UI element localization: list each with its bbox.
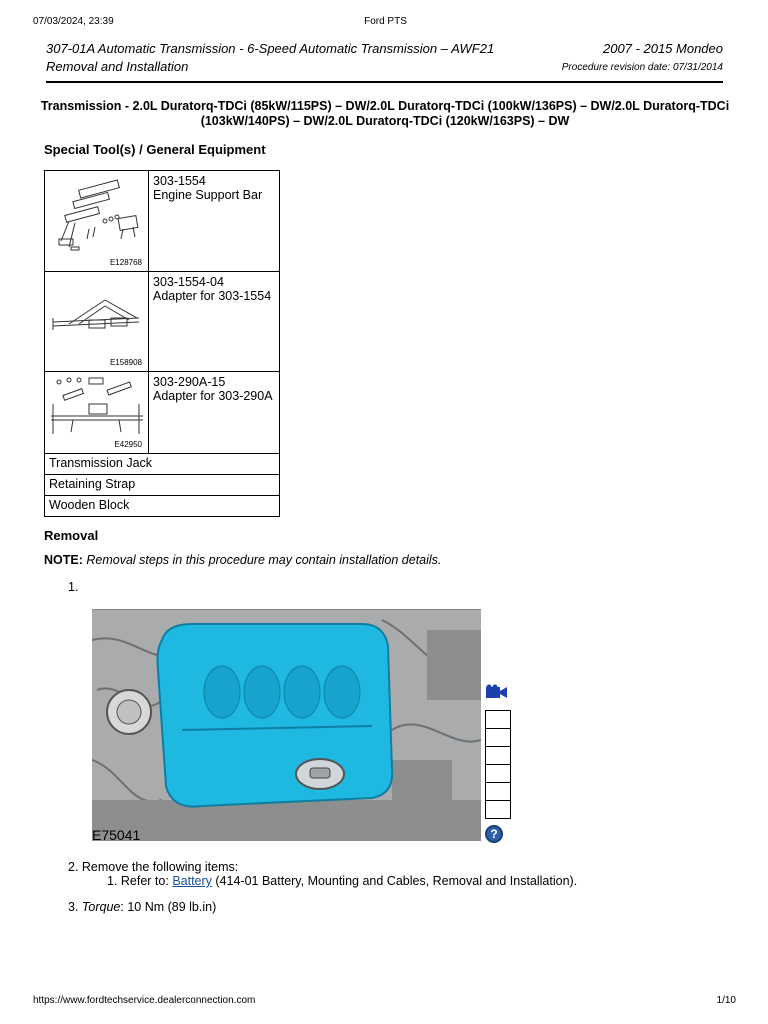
document-header xyxy=(46,41,723,83)
equipment-retaining-strap: Retaining Strap xyxy=(45,475,280,496)
procedure-type: Removal and Installation xyxy=(46,59,189,74)
figure-tools-panel xyxy=(485,684,511,843)
tool-description xyxy=(149,171,280,272)
tool-number: 303-290A-15 xyxy=(153,375,226,389)
tool-figure xyxy=(45,272,149,372)
substep-suffix: (414-01 Battery, Mounting and Cables, Removal and Installation). xyxy=(211,874,578,888)
step-3-number: 3. xyxy=(68,900,82,914)
figure-toggle-box-1[interactable] xyxy=(485,710,511,729)
substep-prefix: 1. Refer to: xyxy=(107,874,173,888)
figure-toggle-box-6[interactable] xyxy=(485,800,511,819)
step-1-number: 1. xyxy=(68,580,79,594)
help-icon[interactable]: ? xyxy=(485,825,503,843)
adapter-kit-illustration xyxy=(49,374,145,436)
tool-name: Adapter for 303-290A xyxy=(153,389,273,403)
figure-toggle-box-4[interactable] xyxy=(485,764,511,783)
engine-support-bar-illustration xyxy=(49,177,145,257)
step-2-substep xyxy=(107,874,577,888)
note-text: Removal steps in this procedure may contain installation details. xyxy=(82,553,442,567)
print-url: https://www.fordtechservice.dealerconnection.com xyxy=(33,995,256,1006)
tool-name: Engine Support Bar xyxy=(153,188,263,202)
photo-figure-code: E75041 xyxy=(92,827,141,843)
equipment-row xyxy=(45,454,280,475)
figure-toggle-box-2[interactable] xyxy=(485,728,511,747)
tool-row xyxy=(45,272,280,372)
battery-link[interactable]: Battery xyxy=(172,874,212,888)
tool-figure xyxy=(45,372,149,454)
vehicle-model: 2007 - 2015 Mondeo xyxy=(603,41,723,56)
equipment-wooden-block: Wooden Block xyxy=(45,496,280,517)
removal-heading: Removal xyxy=(44,528,99,543)
revision-date: Procedure revision date: 07/31/2014 xyxy=(561,62,723,73)
special-tools-heading: Special Tool(s) / General Equipment xyxy=(44,142,266,157)
tool-figure xyxy=(45,171,149,272)
tool-row xyxy=(45,171,280,272)
note-label: NOTE: xyxy=(44,553,83,567)
tool-description xyxy=(149,372,280,454)
equipment-transmission-jack: Transmission Jack xyxy=(45,454,280,475)
step-3 xyxy=(68,900,216,914)
print-site-title: Ford PTS xyxy=(364,16,407,27)
video-camera-icon[interactable] xyxy=(485,684,509,700)
procedure-group: 307-01A Automatic Transmission - 6-Speed Automatic Transmission – AWF21 xyxy=(46,41,495,56)
figure-toggle-box-5[interactable] xyxy=(485,782,511,801)
removal-note xyxy=(44,553,441,567)
engine-cover-illustration xyxy=(92,610,481,841)
adapter-bar-illustration xyxy=(49,278,145,358)
tool-number: 303-1554 xyxy=(153,174,206,188)
print-header xyxy=(33,16,738,30)
torque-label: Torque xyxy=(81,900,121,914)
step-2-text: 2. Remove the following items: xyxy=(68,860,239,874)
page-number: 1/10 xyxy=(716,995,736,1006)
equipment-row xyxy=(45,496,280,517)
tool-figure-code: E42950 xyxy=(114,440,142,449)
equipment-row xyxy=(45,475,280,496)
tool-figure-code: E158908 xyxy=(109,358,142,367)
page-title: Transmission - 2.0L Duratorq-TDCi (85kW/115PS) – DW/2.0L Duratorq-TDCi (100kW/136PS) – DW/2.0L Duratorq-TDCi (103kW/140PS) – DW/2.0L Duratorq-TDCi (120kW/163PS) – DW xyxy=(40,99,730,128)
special-tools-table xyxy=(44,170,280,517)
engine-cover-photo[interactable] xyxy=(92,609,481,841)
tool-row xyxy=(45,372,280,454)
figure-toggle-box-3[interactable] xyxy=(485,746,511,765)
torque-value: : 10 Nm (89 lb.in) xyxy=(120,900,217,914)
tool-name: Adapter for 303-1554 xyxy=(153,289,272,303)
tool-description xyxy=(149,272,280,372)
tool-figure-code: E128768 xyxy=(109,258,142,267)
print-timestamp: 07/03/2024, 23:39 xyxy=(33,16,114,27)
print-footer xyxy=(33,995,736,1009)
tool-number: 303-1554-04 xyxy=(153,275,224,289)
